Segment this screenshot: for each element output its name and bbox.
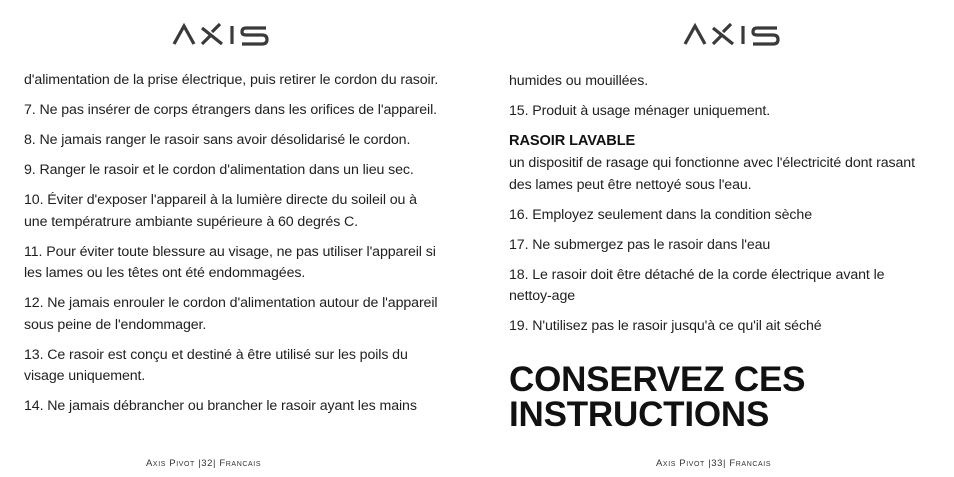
footer-language: Francais (729, 458, 772, 469)
page-33 (477, 0, 954, 477)
instruction-18: 18. Le rasoir doit être détaché de la corde électrique avant le nettoy-age (509, 266, 885, 304)
instruction-10: 10. Éviter d'exposer l'appareil à la lumière directe du soileil ou à une températrure ambiante supérieure à 60 degrés C. (24, 192, 417, 230)
instruction-13: 13. Ce rasoir est conçu et destiné à être utilisé sur les poils du visage uniquement. (24, 346, 408, 384)
page-footer-right (656, 458, 771, 470)
instruction-16: 16. Employez seulement dans la condition sèche (509, 206, 812, 223)
footer-product: Axis Pivot (146, 458, 195, 469)
instruction-19: 19. N'utilisez pas le rasoir jusqu'à ce qu'il ait séché (509, 318, 822, 334)
axis-logo-icon (683, 20, 783, 48)
right-page-content (509, 71, 929, 432)
instruction-12: 12. Ne jamais enrouler le cordon d'alimentation autour de l'appareil sous peine de l'endommager. (24, 295, 438, 333)
instruction-8: 8. Ne jamais ranger le rasoir sans avoir désolidarisé le cordon. (24, 132, 411, 148)
title-line-1: CONSERVEZ CES (509, 359, 806, 399)
footer-separator: | (213, 458, 217, 469)
instruction-15: 15. Produit à usage ménager uniquement. (509, 103, 771, 119)
paragraph-6-continued: d'alimentation de la prise électrique, puis retirer le cordon du rasoir. (24, 72, 439, 88)
axis-logo (172, 20, 272, 48)
section-description: un dispositif de rasage qui fonctionne avec l'électricité dont rasant des lames peut être nettoyé sous l'eau. (509, 155, 915, 193)
footer-language: Francais (219, 458, 262, 469)
instruction-17: 17. Ne submergez pas le rasoir dans l'eau (509, 236, 771, 253)
instruction-11: 11. Pour éviter toute blessure au visage, ne pas utiliser l'appareil si les lames ou les têtes ont été endommagées. (24, 243, 436, 281)
instruction-9: 9. Ranger le rasoir et le cordon d'alimentation dans un lieu sec. (24, 162, 414, 178)
footer-separator: | (198, 458, 202, 469)
page-title (509, 359, 929, 434)
axis-logo (683, 20, 783, 48)
section-heading: RASOIR LAVABLE (509, 133, 636, 149)
page-number: 33 (711, 458, 724, 469)
footer-separator: | (723, 458, 727, 469)
axis-logo-icon (172, 20, 272, 48)
instruction-14-continued: humides ou mouillées. (509, 73, 649, 89)
instruction-14: 14. Ne jamais débrancher ou brancher le rasoir ayant les mains (24, 398, 417, 414)
page-number: 32 (201, 458, 214, 469)
title-line-2: INSTRUCTIONS (509, 394, 770, 434)
left-page-content (24, 70, 444, 426)
instruction-7: 7. Ne pas insérer de corps étrangers dans les orifices de l'appareil. (24, 102, 437, 118)
footer-product: Axis Pivot (656, 458, 705, 469)
footer-separator: | (708, 458, 712, 469)
page-footer-left (146, 458, 261, 470)
